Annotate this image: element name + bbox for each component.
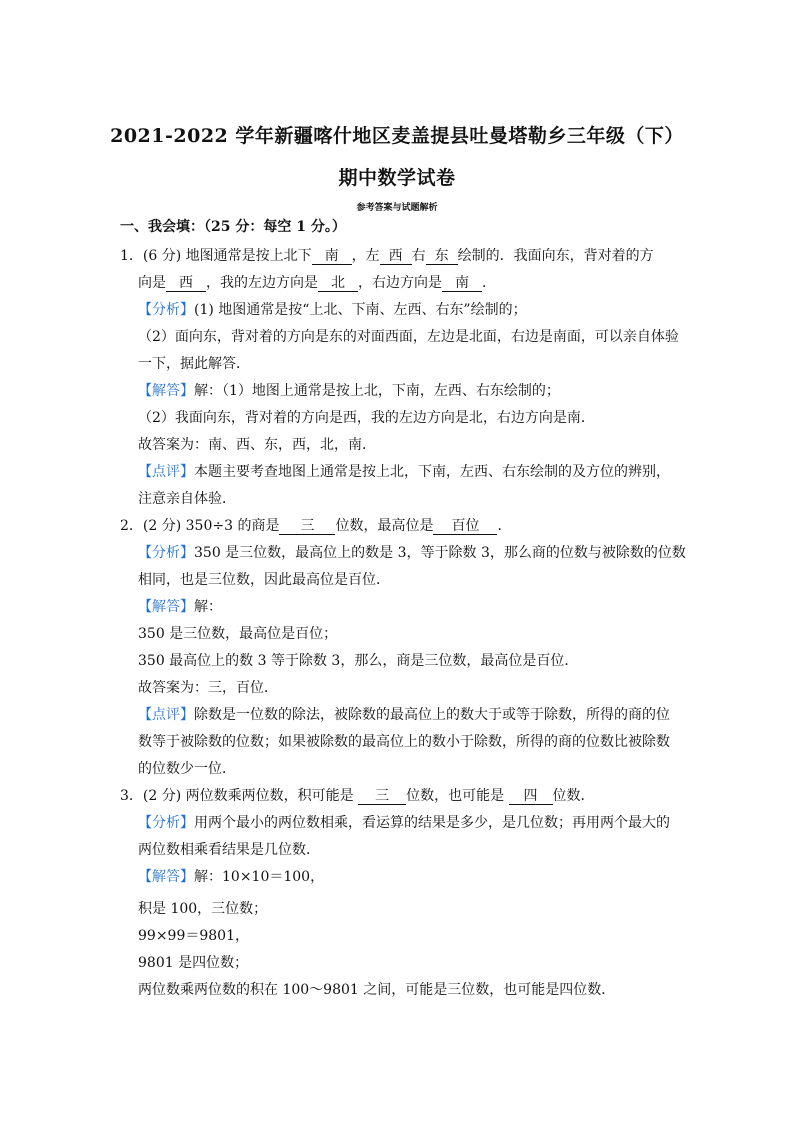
analysis-line: 【分析】用两个最小的两位数相乘，看运算的结果是多少，是几位数；再用两个最大的 (138, 815, 670, 831)
solution-line: 9801 是四位数； (138, 955, 249, 971)
question-1-line-2: 向是 西 ，我的左边方向是 北 ，右边方向是 南 ． (138, 275, 496, 291)
solution-line: 【解答】解： (138, 599, 222, 615)
analysis-line: 【分析】350 是三位数，最高位上的数是 3，等于除数 3，那么商的位数与被除数的位数 (138, 545, 686, 561)
answer-line: 故答案为：南、西、东，西，北，南． (138, 437, 376, 453)
solution-line: 【解答】解：10×10＝100， (138, 869, 325, 885)
answer-blank: 三 (358, 788, 406, 805)
page-subtitle: 参考答案与试题解析 (356, 203, 438, 213)
comment-line: 数等于被除数的位数；如果被除数的最高位上的数小于除数，所得的商的位数比被除数 (138, 734, 670, 750)
page-title: 2021-2022 学年新疆喀什地区麦盖提县吐曼塔勒乡三年级（下） (110, 125, 684, 147)
analysis-line: 两位数相乘看结果是几位数． (138, 842, 320, 858)
analysis-tag: 【分析】 (138, 815, 194, 831)
comment-line: 【点评】除数是一位数的除法，被除数的最高位上的数大于或等于除数，所得的商的位 (138, 707, 670, 723)
section-heading: 一、我会填：（25 分：每空 1 分。） (120, 219, 346, 235)
question-3-line-1: 3．(2 分) 两位数乘两位数，积可能是 三 位数，也可能是 四 位数． (120, 788, 595, 804)
solution-line: 350 是三位数，最高位是百位； (138, 626, 338, 642)
answer-blank: 百位 (433, 518, 497, 535)
answer-blank: 北 (318, 275, 358, 292)
solution-line: 【解答】解：（1）地图上通常是按上北，下南，左西、右东绘制的； (138, 383, 560, 399)
solution-line: 两位数乘两位数的积在 100～9801 之间，可能是三位数，也可能是四位数． (138, 982, 616, 998)
answer-line: 故答案为：三，百位． (138, 680, 278, 696)
answer-blank: 三 (279, 518, 335, 535)
solution-tag: 【解答】 (138, 869, 194, 885)
solution-tag: 【解答】 (138, 599, 194, 615)
comment-line: 的位数少一位． (138, 761, 236, 777)
answer-blank: 南 (442, 275, 482, 292)
comment-tag: 【点评】 (138, 464, 194, 480)
question-1-line-1: 1．(6 分) 地图通常是按上北下 南 ，左 西 右 东 绘制的．我面向东，背对着的方 (120, 248, 654, 264)
page-title-line2: 期中数学试卷 (338, 167, 456, 189)
solution-line: 99×99＝9801， (138, 928, 249, 944)
analysis-line: 相同，也是三位数，因此最高位是百位． (138, 572, 390, 588)
question-2-line-1: 2．(2 分) 350÷3 的商是 三 位数，最高位是 百位 ． (120, 518, 512, 534)
comment-line: 【点评】本题主要考查地图上通常是按上北，下南，左西、右东绘制的及方位的辨别， (138, 464, 670, 480)
analysis-tag: 【分析】 (138, 302, 194, 318)
comment-line: 注意亲自体验． (138, 491, 236, 507)
answer-blank: 南 (312, 248, 352, 265)
analysis-line: 【分析】(1) 地图通常是按“上北、下南、左西、右东”绘制的； (138, 302, 527, 318)
comment-tag: 【点评】 (138, 707, 194, 723)
solution-tag: 【解答】 (138, 383, 194, 399)
analysis-line: （2）面向东，背对着的方向是东的对面西面，左边是北面，右边是南面，可以亲自体验 (138, 329, 679, 345)
answer-blank: 四 (509, 788, 553, 805)
solution-line: 350 最高位上的数 3 等于除数 3，那么，商是三位数，最高位是百位． (138, 653, 579, 669)
analysis-line: 一下，据此解答． (138, 356, 250, 372)
answer-blank: 东 (426, 248, 458, 265)
solution-line: （2）我面向东，背对着的方向是西，我的左边方向是北，右边方向是南． (138, 410, 595, 426)
answer-blank: 西 (380, 248, 412, 265)
analysis-tag: 【分析】 (138, 545, 194, 561)
answer-blank: 西 (166, 275, 206, 292)
solution-line: 积是 100，三位数； (138, 901, 268, 917)
